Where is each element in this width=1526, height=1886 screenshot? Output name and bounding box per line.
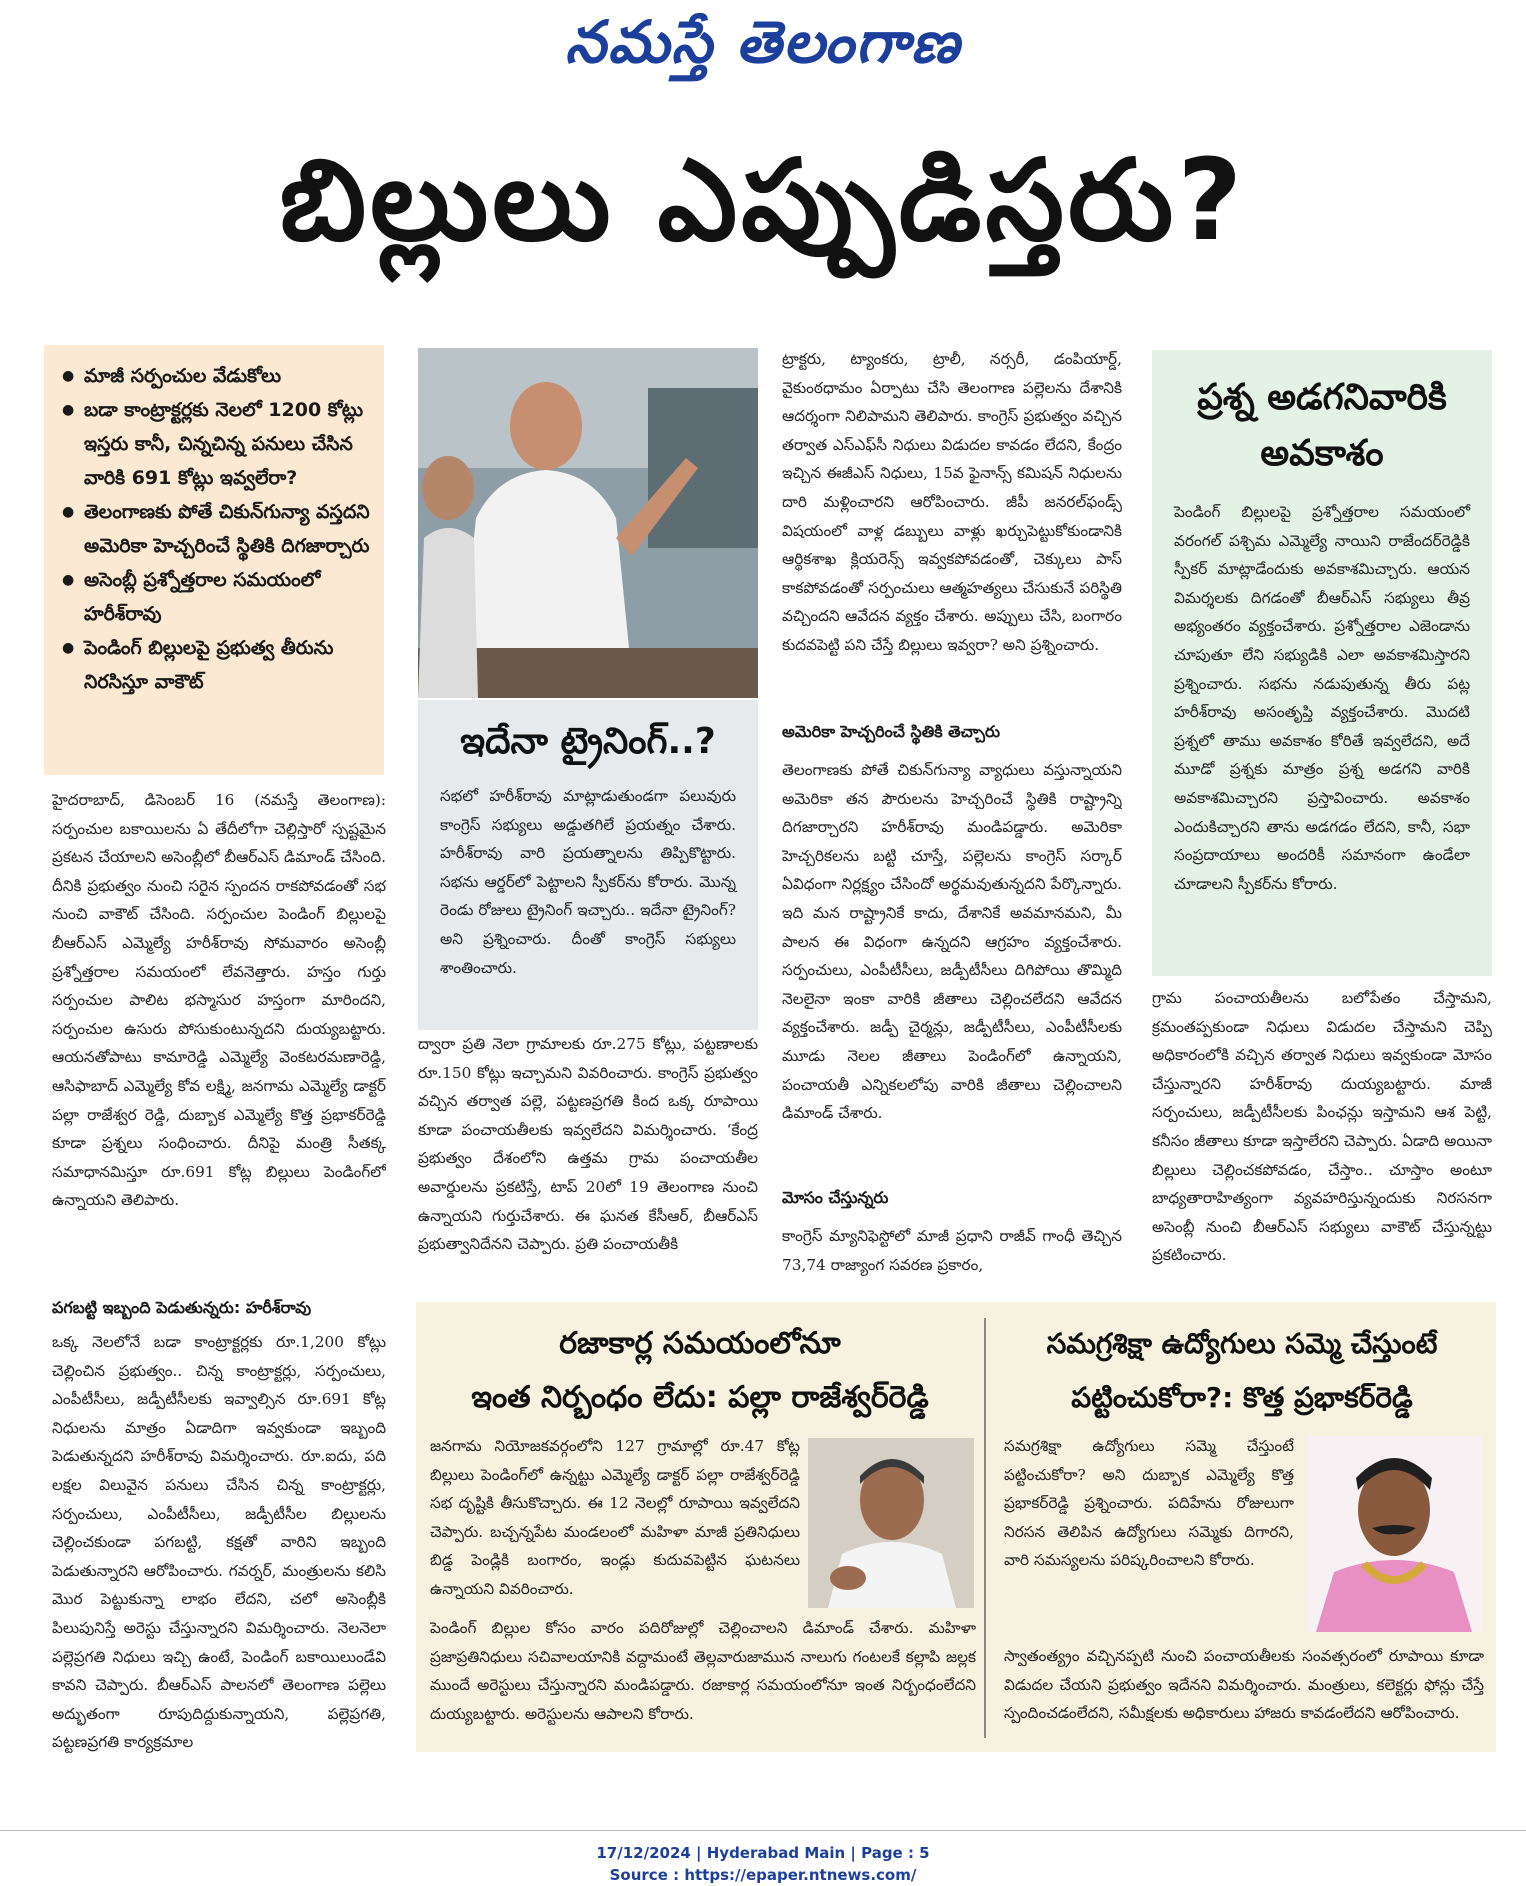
panel-left-title-line1: రజాకార్ల సమయంలోనూ xyxy=(559,1326,841,1361)
column3-mid-text: తెలంగాణకు పోతే చికున్‌గున్యా వ్యాధులు వస్తున్నాయని అమెరికా తన పౌరులను హెచ్చరించే స్థితికి రాష్ట్రాన్ని దిగజార్చారని హరీశ్‌రావు మండిపడ్డారు. అమెరికా హెచ్చరికలను బట్టి చూస్తే, పల్లెలను కాంగ్రెస్ సర్కార్ ఏవిధంగా నిర్లక్ష్యం చేసిందో అర్థమవుతున్నదని పేర్కొన్నారు. ఇది మన రాష్ట్రానికే కాదు, దేశానికే అవమానమని, మీ పాలన ఈ విధంగా ఉన్నదని ఆగ్రహం వ్యక్తంచేశారు. సర్పంచులు, ఎంపీటీసీలు, జడ్పీటీసీలు దిగిపోయి తొమ్మిది నెలలైనా ఇంకా వారికి జీతాలు చెల్లించలేదని ఆవేదన వ్యక్తంచేశారు. జడ్పీ చైర్మన్లు, జడ్పీటీసీలు, ఎంపీటీసీలకు మూడు నెలల జీతాలు పెండింగ్‌లో ఉన్నాయని, పంచాయతీ ఎన్నికలలోపు వారికి జీతాలు చెల్లించాలని డిమాండ్ చేశారు. xyxy=(782,761,1122,1123)
subhead-harish: పగబట్టి ఇబ్బంది పెడుతున్నరు: హరీశ్‌రావు xyxy=(52,1298,312,1317)
panel-right-title-line2: పట్టించుకోరా?: కొత్త ప్రభాకర్‌రెడ్డి xyxy=(1071,1381,1413,1414)
panel-left-text-bottom: పెండింగ్ బిల్లుల కోసం వారం పదిరోజుల్లో చెల్లించాలని డిమాండ్ చేశారు. మహిళా ప్రజాప్రతినిధులు సచివాలయానికి వద్దామంటే తెల్లవారుజామున నాలుగు గంటలకే కల్లాపి జల్లక ముందే అరెస్టులు చేస్తున్నారని మండిపడ్డారు. రజాకార్ల సమయంలోనూ ఇంత నిర్బంధంలేదని దుయ్యబట్టారు. అరెస్టులను ఆపాలని కోరారు. xyxy=(430,1619,976,1723)
column3-top-text: ట్రాక్టరు, ట్యాంకరు, ట్రాలీ, నర్సరీ, డంపియార్డ్, వైకుంఠధామం ఏర్పాటు చేసి తెలంగాణ పల్లెలను దేశానికి ఆదర్శంగా నిలిపామని తెలిపారు. కాంగ్రెస్ ప్రభుత్వం వచ్చిన తర్వాత ఎస్‌ఎఫ్‌సీ నిధులు విడుదల కావడం లేదని, కేంద్రం ఇచ్చిన ఈజీఎస్ నిధులు, 15వ ఫైనాన్స్ కమిషన్ నిధులను దారి మళ్లించారని ఆరోపించారు. జీపీ జనరల్‌ఫండ్స్ విషయంలో వాళ్ల డబ్బులు వాళ్లు ఖర్చుపెట్టుకోకుండానికి ఆర్థికశాఖ క్లియరెన్స్ ఇవ్వకపోవడంతో, చెక్కులు పాస్ కాకపోవడంతో సర్పంచులు ఆత్మహత్యలు చేసుకునే పరిస్థితి వచ్చిందని ఆవేదన వ్యక్తం చేశారు. అప్పులు చేసి, బంగారం కుదవపెట్టి పని చేస్తే బిల్లులు ఇవ్వరా? అని ప్రశ్నించారు. xyxy=(782,350,1122,654)
subhead-cheating: మోసం చేస్తున్నరు xyxy=(782,1188,889,1207)
column3-bottom-text: కాంగ్రెస్ మ్యానిఫెస్టోలో మాజీ ప్రధాని రాజీవ్ గాంధీ తెచ్చిన 73,74 రాజ్యాంగ సవరణ ప్రకారం, xyxy=(782,1227,1122,1274)
panel-right-title-line1: సమగ్రశిక్షా ఉద్యోగులు సమ్మె చేస్తుంటే xyxy=(1046,1327,1438,1360)
highlight-item: ● అసెంబ్లీ ప్రశ్నోత్తరాల సమయంలో హరీశ్‌రావు xyxy=(62,563,370,631)
panel-right-text-top: సమగ్రశిక్షా ఉద్యోగులు సమ్మె చేస్తుంటే పట్టించుకోరా? అని దుబ్బాక ఎమ్మెల్యే కొత్త ప్రభాకర్‌రెడ్డి ప్రశ్నించారు. పదిహేను రోజులుగా నిరసన తెలిపిన ఉద్యోగులు సమ్మెకు దిగారని, వారి సమస్యలను పరిష్కరించాలని కోరారు. xyxy=(1004,1437,1294,1570)
training-box-text: సభలో హరీశ్‌రావు మాట్లాడుతుండగా పలువురు కాంగ్రెస్ సభ్యులు అడ్డుతగిలే ప్రయత్నం చేశారు. హరీశ్‌రావు వారి ప్రయత్నాలను తిప్పికొట్టారు. సభను ఆర్డర్‌లో పెట్టాలని స్పీకర్‌ను కోరారు. మొన్న రెండు రోజులు ట్రైనింగ్ ఇచ్చారు.. ఇదేనా ట్రైనింగ్? అని ప్రశ్నించారు. దీంతో కాంగ్రెస్ సభ్యులు శాంతించారు. xyxy=(440,787,736,977)
highlight-item: ● మాజీ సర్పంచుల వేడుకోలు xyxy=(62,359,370,393)
highlight-item: ● పెండింగ్ బిల్లులపై ప్రభుత్వ తీరును నిరసిస్తూ వాకౌట్ xyxy=(62,631,370,699)
speaker-photo xyxy=(418,348,758,698)
question-box-title: ప్రశ్న అడగనివారికి అవకాశం xyxy=(1197,377,1447,474)
speaker-photo-illustration xyxy=(418,348,758,698)
masthead-logo: నమస్తే తెలంగాణ xyxy=(565,8,961,76)
highlight-item: ● బడా కాంట్రాక్టర్లకు నెలలో 1200 కోట్లు ఇస్తరు కానీ, చిన్నచిన్న పనులు చేసిన వారికి 691 కోట్లు ఇవ్వలేరా? xyxy=(62,393,370,495)
footer xyxy=(0,1842,1526,1886)
training-box xyxy=(418,700,758,1030)
panel-right-text-bottom: స్వాతంత్య్రం వచ్చినప్పటి నుంచి పంచాయతీలకు సంవత్సరంలో రూపాయి కూడా విడుదల చేయని ప్రభుత్వం ఇదేనని విమర్శించారు. మంత్రులు, కలెక్టర్లు ఫోన్లు చేస్తే స్పందించడంలేదని, సమీక్షలకు అధికారులు హాజరు కావడంలేదని ఆరోపించారు. xyxy=(1004,1647,1484,1723)
subhead-america: అమెరికా హెచ్చరించే స్థితికి తెచ్చారు xyxy=(782,722,1001,741)
kotha-photo-illustration xyxy=(1306,1436,1482,1632)
panel-left-title-line2: ఇంత నిర్బంధం లేదు: పల్లా రాజేశ్వర్‌రెడ్డి xyxy=(471,1380,929,1415)
footer-edition-info: 17/12/2024 | Hyderabad Main | Page : 5 xyxy=(596,1844,930,1862)
highlights-box xyxy=(44,345,384,775)
question-box xyxy=(1152,350,1492,976)
lead-article-text: హైదరాబాద్, డిసెంబర్ 16 (నమస్తే తెలంగాణ): సర్పంచుల బకాయిలను ఏ తేదీలోగా చెల్లిస్తారో స్పష్టమైన ప్రకటన చేయాలని అసెంబ్లీలో బీఆర్‌ఎస్ డిమాండ్ చేసింది. దీనికి ప్రభుత్వం నుంచి సరైన స్పందన రాకపోవడంతో సభ నుంచి వాకౌట్ చేసింది. సర్పంచుల పెండింగ్ బిల్లులపై బీఆర్‌ఎస్ ఎమ్మెల్యే హరీశ్‌రావు సోమవారం అసెంబ్లీ ప్రశ్నోత్తరాల సమయంలో లేవనెత్తారు. హస్తం గుర్తు సర్పంచుల పాలిట భస్మాసుర హస్తంగా మారిందని, సర్పంచుల ఉసురు పోసుకుంటున్నదని దుయ్యబట్టారు. ఆయనతోపాటు కామారెడ్డి ఎమ్మెల్యే వెంకటరమణారెడ్డి, ఆసిఫాబాద్ ఎమ్మెల్యే కోవ లక్ష్మి, జనగామ ఎమ్మెల్యే డాక్టర్ పల్లా రాజేశ్వర రెడ్డి, దుబ్బాక ఎమ్మెల్యే కొత్త ప్రభాకర్‌రెడ్డి కూడా ప్రశ్నలు సంధించారు. దీనిపై మంత్రి సీతక్క సమాధానమిస్తూ రూ.691 కోట్ల బిల్లులు పెండింగ్‌లో ఉన్నాయని తెలిపారు. xyxy=(52,791,386,1210)
question-box-text: పెండింగ్ బిల్లులపై ప్రశ్నోత్తరాల సమయంలో వరంగల్ పశ్చిమ ఎమ్మెల్యే నాయిని రాజేందర్‌రెడ్డికి స్పీకర్ మాట్లాడేందుకు అవకాశమిచ్చారు. ఆయన విమర్శలకు దిగడంతో బీఆర్‌ఎస్ సభ్యులు తీవ్ర అభ్యంతరం వ్యక్తంచేశారు. ప్రశ్నోత్తరాల ఎజెండాను చూపుతూ లేని సభ్యుడికి ఎలా అవకాశమిస్తారని ప్రశ్నించారు. సభను నడుపుతున్న తీరు పట్ల హరీశ్‌రావు అసంతృప్తి వ్యక్తంచేశారు. మొదటి ప్రశ్నలో తాము అవకాశం కోరితే ఇవ్వలేదని, అదే మూడో ప్రశ్నకు మాత్రం ప్రశ్న అడగని వారికి అవకాశమిచ్చారని ప్రస్తావించారు. అవకాశం ఎందుకిచ్చారని తాను అడగడం లేదని, కానీ, సభా సంప్రదాయాలు అందరికీ సమానంగా ఉండేలా చూడాలని స్పీకర్‌ను కోరారు. xyxy=(1174,503,1470,893)
panel-divider xyxy=(984,1318,986,1738)
column2-text: ద్వారా ప్రతి నెలా గ్రామాలకు రూ.275 కోట్లు, పట్టణాలకు రూ.150 కోట్లు ఇచ్చామని వివరించారు. కాంగ్రెస్ ప్రభుత్వం వచ్చిన తర్వాత పల్లె, పట్టణప్రగతి కింద ఒక్క రూపాయి కూడా పంచాయతీలకు ఇవ్వలేదని విమర్శించారు. ‘కేంద్ర ప్రభుత్వం దేశంలోని ఉత్తమ గ్రామ పంచాయతీల అవార్డులను ప్రకటిస్తే, టాప్ 20లో 19 తెలంగాణ నుంచి ఉన్నాయని గుర్తుచేశారు. ఈ ఘనత కేసీఆర్, బీఆర్‌ఎస్ ప్రభుత్వానిదేనని చెప్పారు. ప్రతి పంచాయతీకి xyxy=(418,1035,758,1254)
kotha-photo xyxy=(1306,1436,1482,1632)
highlight-item: ● తెలంగాణకు పోతే చికున్‌గున్యా వస్తదని అమెరికా హెచ్చరించే స్థితికి దిగజార్చారు xyxy=(62,495,370,563)
page-headline: బిల్లులు ఎప్పుడిస్తరు? xyxy=(279,136,1247,266)
article-continuation-text: ఒక్క నెలలోనే బడా కాంట్రాక్టర్లకు రూ.1,200 కోట్లు చెల్లించిన ప్రభుత్వం.. చిన్న కాంట్రాక్టర్లు, సర్పంచులు, ఎంపీటీసీలు, జడ్పీటీసీలకు ఇవ్వాల్సిన రూ.691 కోట్ల నిధులను మాత్రం ఏడాదిగా ఇవ్వకుండా ఇబ్బంది పెడుతున్నదని హరీశ్‌రావు విమర్శించారు. రూ.ఐదు, పది లక్షల విలువైన పనులు చేసిన చిన్న కాంట్రాక్టర్లు, సర్పంచులు, ఎంపీటీసీలు, జడ్పీటీసీల బిల్లులను చెల్లించకుండా పగబట్టి, కక్షతో వారిని ఇబ్బంది పెడుతున్నారని ఆరోపించారు. గవర్నర్, మంత్రులను కలిసి మొర పెట్టుకున్నా లాభం లేదని, చలో అసెంబ్లీకి పిలుపునిస్తే అరెస్టు చేస్తున్నారని విమర్శించారు. నెలనెలా పల్లెప్రగతి నిధులు ఇచ్చి ఉంటే, పెండింగ్ బకాయిలుండేవి కావని చెప్పారు. బీఆర్‌ఎస్ పాలనలో తెలంగాణ పల్లెలు అద్భుతంగా రూపుదిద్దుకున్నాయని, పల్లెప్రగతి, పట్టణప్రగతి కార్యక్రమాల xyxy=(52,1333,386,1752)
column4-text: గ్రామ పంచాయతీలను బలోపేతం చేస్తామని, క్రమంతప్పకుండా నిధులు విడుదల చేస్తామని చెప్పి అధికారంలోకి వచ్చిన తర్వాత నిధులు ఇవ్వకుండా మోసం చేస్తున్నారని హరీశ్‌రావు దుయ్యబట్టారు. మాజీ సర్పంచులు, జడ్పీటీసీలకు పింఛన్లు ఇస్తామని ఆశ పెట్టి, కనీసం జీతాలు కూడా ఇస్తాలేరని చెప్పారు. ఏడాది అయినా బిల్లులు చెల్లించకపోవడం, చేస్తాం.. చూస్తాం అంటూ బాధ్యతారాహిత్యంగా వ్యవహరిస్తున్నందుకు నిరసనగా అసెంబ్లీ నుంచి బీఆర్‌ఎస్ సభ్యులు వాకౌట్ చేస్తున్నట్టు ప్రకటించారు. xyxy=(1152,989,1492,1265)
training-box-title: ఇదేనా ట్రైనింగ్..? xyxy=(460,721,716,762)
footer-source-link[interactable]: Source : https://epaper.ntnews.com/ xyxy=(609,1866,917,1884)
palla-photo xyxy=(808,1438,974,1608)
footer-rule xyxy=(0,1830,1526,1831)
panel-left-text-top: జనగామ నియోజకవర్గంలోని 127 గ్రామాల్లో రూ.47 కోట్ల బిల్లులు పెండింగ్‌లో ఉన్నట్టు ఎమ్మెల్యే డాక్టర్ పల్లా రాజేశ్వర్‌రెడ్డి సభ దృష్టికి తీసుకొచ్చారు. ఈ 12 నెలల్లో రూపాయి ఇవ్వలేదని చెప్పారు. బచ్చన్నపేట మండలంలో మహిళా మాజీ ప్రతినిధులు బిడ్డ పెండ్లికి బంగారం, ఇండ్లు కుదువపెట్టిన ఘటనలు ఉన్నాయని వివరించారు. xyxy=(430,1437,800,1598)
palla-photo-illustration xyxy=(808,1438,974,1608)
